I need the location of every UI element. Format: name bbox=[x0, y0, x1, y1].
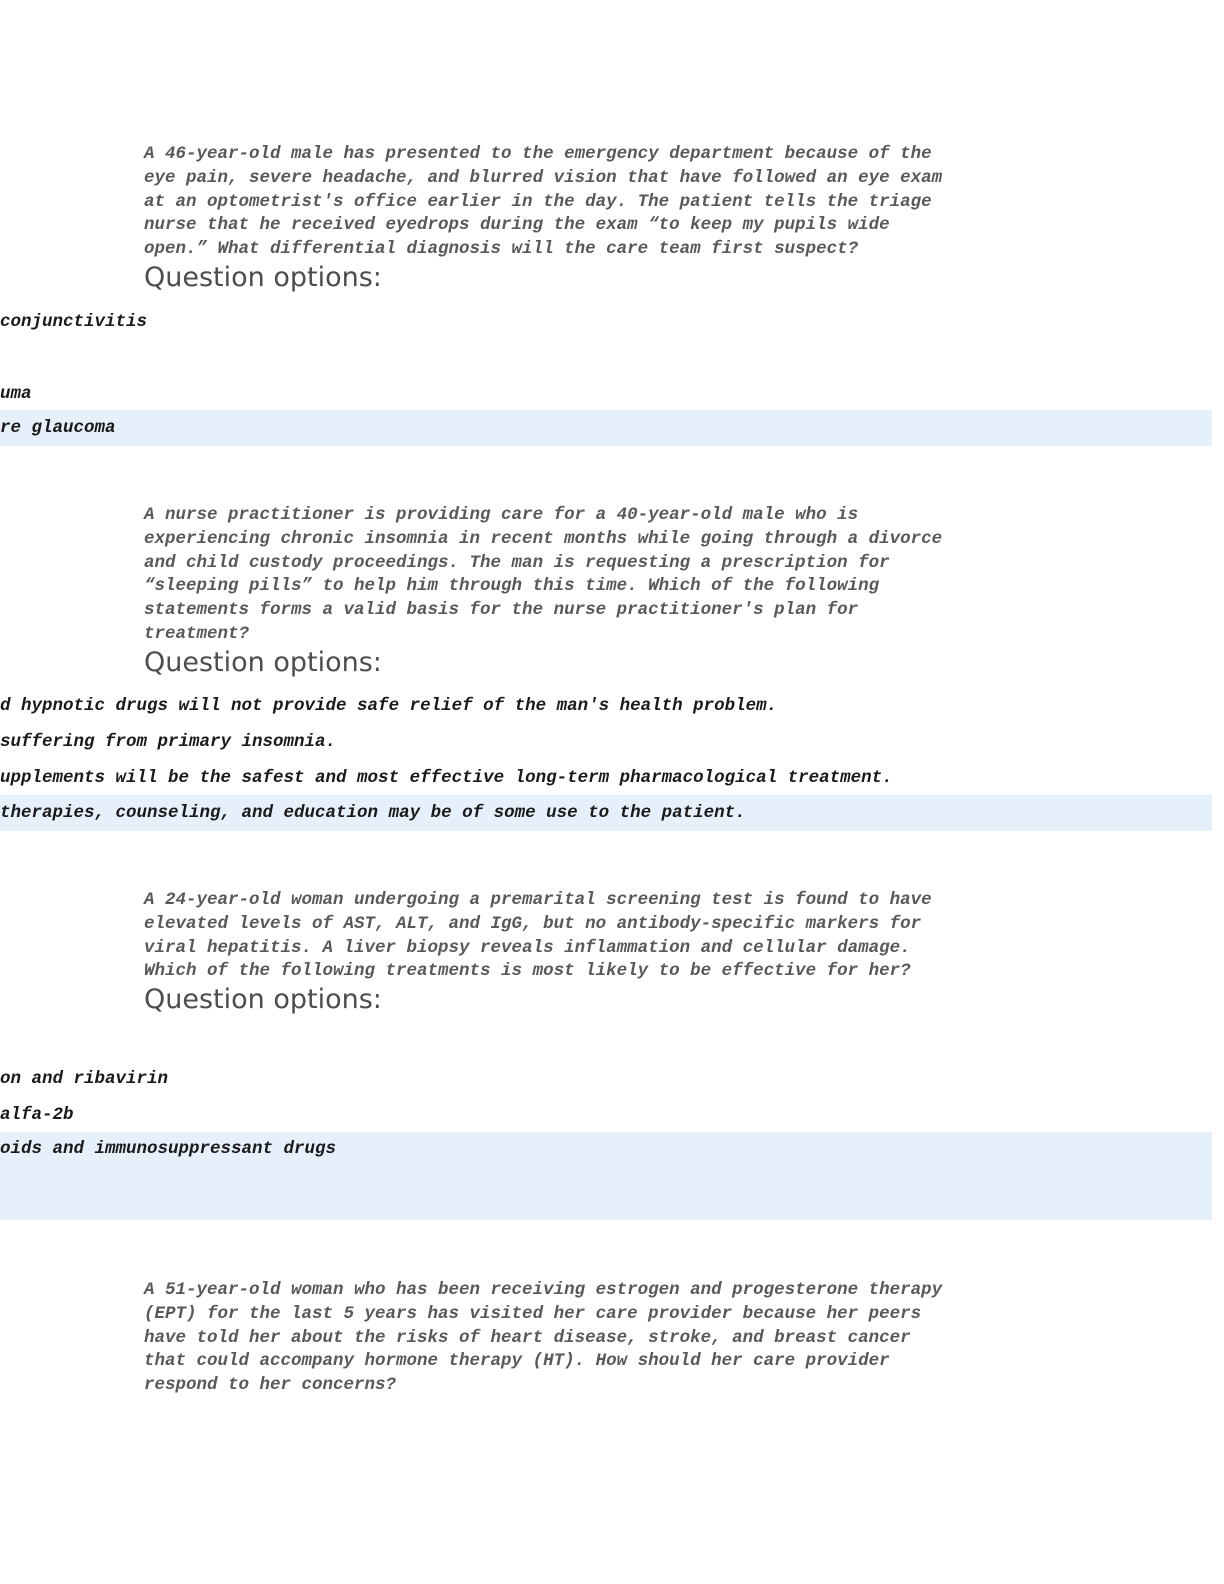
question-1-stem: A 46-year-old male has presented to the emergency department because of the eye pain, severe headache, and blurred vision that have followed an eye exam at an optometrist's office earlier in the day. The patient tells the triage nurse that he received eyedrops during the exam “to keep my pupils wide open.” What differential diagnosis will the care team first suspect? bbox=[144, 144, 943, 260]
question-3-stem: A 24-year-old woman undergoing a premarital screening test is found to have elevated levels of AST, ALT, and IgG, but no antibody-specific markers for viral hepatitis. A liver biopsy reveals inflammation and cellular damage. Which of the following treatments is most likely to be effective for her? bbox=[144, 890, 932, 982]
question-3-option-2[interactable]: on and ribavirin bbox=[0, 1069, 169, 1089]
question-4-stem: A 51-year-old woman who has been receiving estrogen and progesterone therapy (EPT) for the last 5 years has visited her care provider because her peers have told her about the risks of heart disease, stroke, and breast cancer that could accompany hormone therapy (HT). How should her care provider respond to her concerns? bbox=[144, 1280, 943, 1396]
question-2-option-4[interactable]: therapies, counseling, and education may be of some use to the patient. bbox=[0, 795, 1212, 831]
question-1-option-1[interactable]: conjunctivitis bbox=[0, 312, 148, 332]
question-2-option-1[interactable]: d hypnotic drugs will not provide safe relief of the man's health problem. bbox=[0, 696, 778, 716]
question-3-option-1[interactable] bbox=[0, 1025, 1212, 1061]
question-3-option-3[interactable]: alfa-2b bbox=[0, 1105, 74, 1125]
question-2-option-3[interactable]: upplements will be the safest and most effective long-term pharmacological treatment. bbox=[0, 768, 893, 788]
question-1-options-heading: Question options: bbox=[144, 262, 382, 293]
question-1-option-4[interactable]: re glaucoma bbox=[0, 410, 1212, 446]
question-3-option-4[interactable]: oids and immunosuppressant drugs bbox=[0, 1132, 1212, 1220]
question-2-options-heading: Question options: bbox=[144, 647, 382, 678]
question-3-options-heading: Question options: bbox=[144, 984, 382, 1015]
question-1-option-2[interactable] bbox=[0, 340, 1212, 376]
question-2-option-2[interactable]: suffering from primary insomnia. bbox=[0, 732, 337, 752]
question-2-stem: A nurse practitioner is providing care for a 40-year-old male who is experiencing chronic insomnia in recent months while going through a divorce and child custody proceedings. The man is requesting a prescription for “sleeping pills” to help him through this time. Which of the following statements forms a valid basis for the nurse practitioner's plan for treatment? bbox=[144, 505, 943, 644]
question-1-option-3[interactable]: uma bbox=[0, 384, 32, 404]
